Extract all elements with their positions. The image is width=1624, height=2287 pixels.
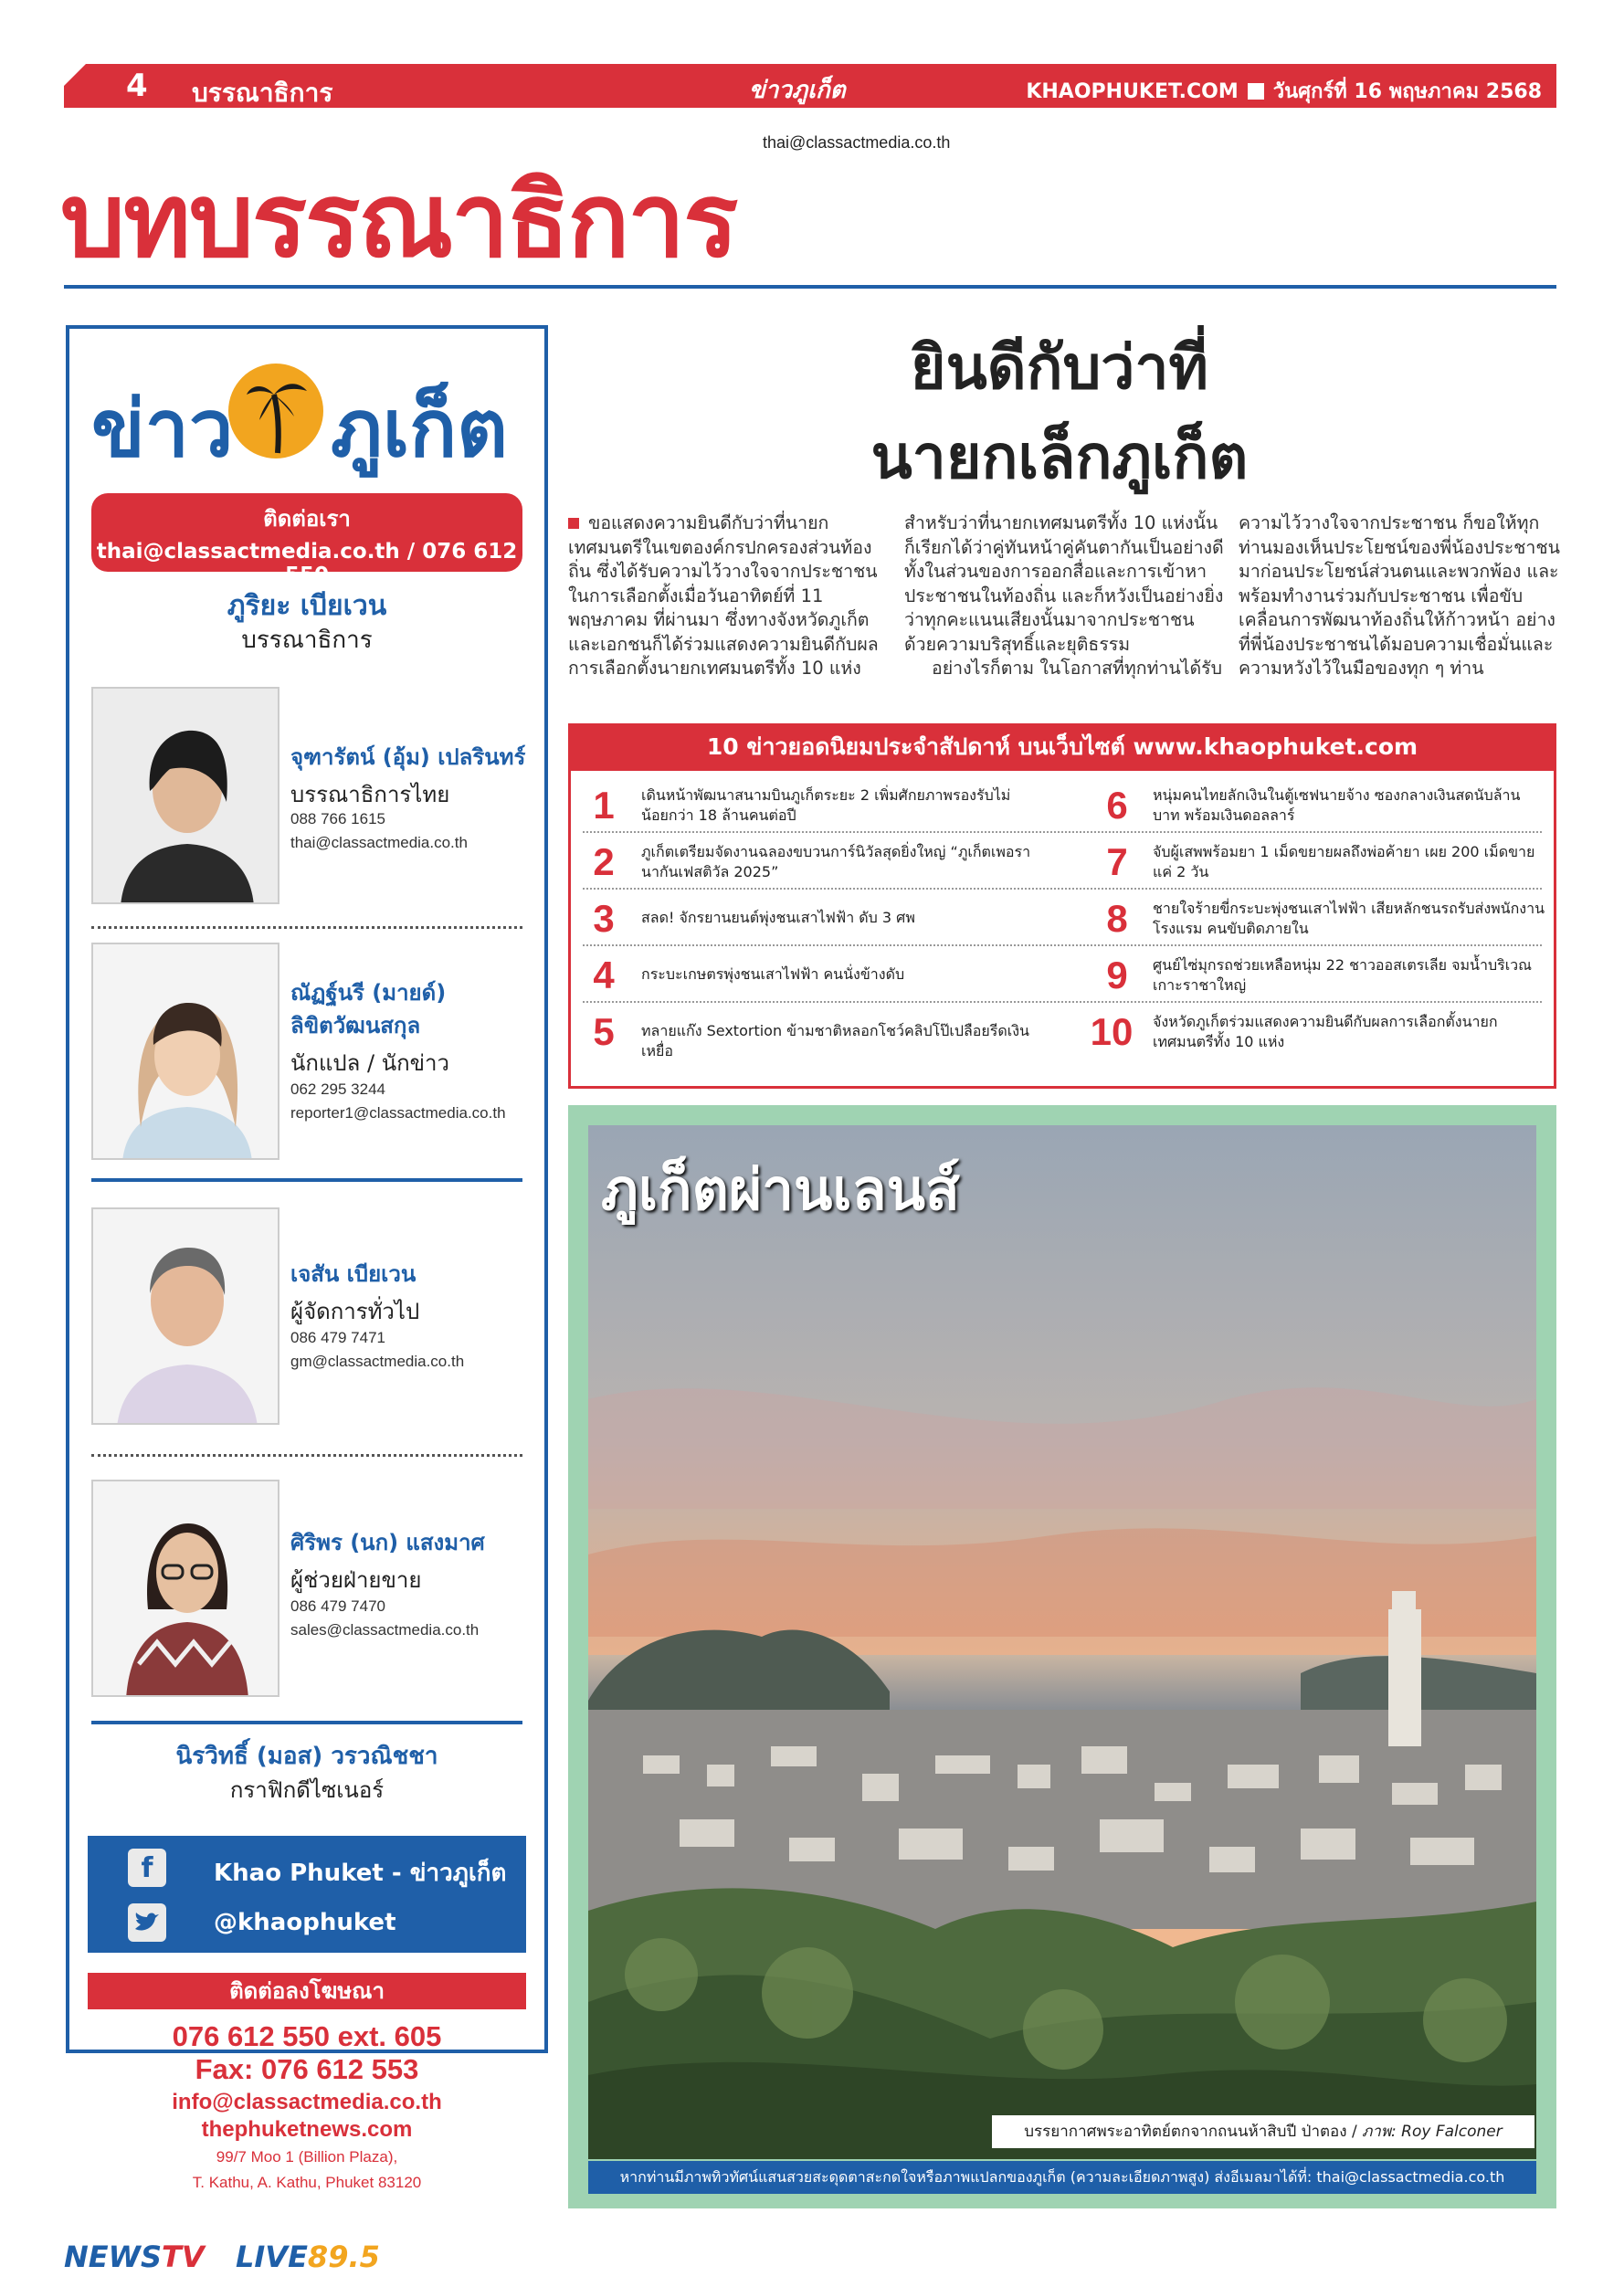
article-col2-text-b: อย่างไรก็ตาม ในโอกาสที่ทุกท่านได้รับ [932, 658, 1223, 679]
top10-item-9[interactable]: ศูนย์ไซ่มุกรถช่วยเหลือหนุ่ม 22 ชาวออสเตรเลีย จมน้ำบริเวณเกาะราชาใหญ่ [1153, 956, 1532, 994]
top10-item-2[interactable]: ภูเก็ตเตรียมจัดงานฉลองขบวนการ์นิวัลสุดยิ่งใหญ่ “ภูเก็ตเพอรานากันเฟสติวัล 2025” [641, 843, 1031, 880]
staff-name-2: ณัฏฐ์นรี (มายด์) [290, 980, 447, 1006]
photo-photographer: ภาพ: Roy Falconer [1362, 2123, 1503, 2141]
live-radio-logo-a: LIVE [236, 2240, 308, 2274]
live-radio-logo-b: 89.5 [307, 2240, 380, 2274]
staff-role-3: ผู้จัดการทั่วไป [290, 1299, 420, 1324]
staff-name-1: จุฑารัตน์ (อุ้ม) เปลรินทร์ [290, 744, 526, 770]
issue-date: วันศุกร์ที่ 16 พฤษภาคม 2568 [1272, 80, 1542, 103]
page-number: 4 [126, 68, 148, 104]
address-line-1: 99/7 Moo 1 (Billion Plaza), [216, 2148, 398, 2166]
graphic-designer-name: นิรวิทธิ์ (มอส) วรวณิชชา [175, 1743, 438, 1770]
top10-item-10[interactable]: จังหวัดภูเก็ตร่วมแสดงความยินดีกับผลการเลือกตั้งนายกเทศมนตรีทั้ง 10 แห่ง [1153, 1013, 1498, 1050]
news-tv-logo-a: NEWS [64, 2240, 162, 2274]
photo-section-title: ภูเก็ตผ่านเลนส์ [601, 1156, 960, 1223]
site-name[interactable]: KHAOPHUKET.COM [1026, 80, 1239, 103]
sidebar-logo-text-left: ข่าว [91, 384, 234, 475]
page-title: บทบรรณาธิการ [60, 162, 737, 280]
staff-email-4[interactable]: sales@classactmedia.co.th [290, 1621, 480, 1639]
top10-rank-7: 7 [1106, 840, 1128, 883]
staff-role-4: ผู้ช่วยฝ่ายขาย [290, 1567, 422, 1593]
top10-rank-6: 6 [1106, 784, 1128, 827]
staff-email-2[interactable]: reporter1@classactmedia.co.th [290, 1104, 506, 1122]
top10-rank-3: 3 [593, 897, 615, 940]
staff-name-2b: ลิขิตวัฒนสกุล [290, 1013, 421, 1038]
top10-rank-9: 9 [1106, 954, 1128, 996]
square-bullet-icon [568, 518, 579, 529]
top10-rank-10: 10 [1090, 1010, 1134, 1053]
article-headline-line-1: ยินดีกับว่าที่ [910, 332, 1209, 403]
top10-item-4[interactable]: กระบะเกษตรพุ่งชนเสาไฟฟ้า คนนั่งข้างดับ [641, 965, 905, 983]
header-site-date [1026, 75, 1542, 107]
top10-item-5[interactable]: ทลายแก๊ง Sextortion ข้ามชาติหลอกโชว์คลิปโป๊เปลือยรีดเงินเหยื่อ [641, 1022, 1029, 1059]
staff-photo-4 [91, 1480, 279, 1697]
twitter-link[interactable]: @khaophuket [214, 1909, 396, 1936]
top10-item-3[interactable]: สลด! จักรยานยนต์พุ่งชนเสาไฟฟ้า ดับ 3 ศพ [641, 909, 915, 926]
top10-item-7[interactable]: จับผู้เสพพร้อมยา 1 เม็ดขยายผลถึงพ่อค้ายา เผย 200 เม็ดขายแค่ 2 วัน [1153, 843, 1535, 880]
top10-row-divider [583, 1001, 1542, 1003]
editor-name: ภูริยะ เบียเวน [227, 590, 387, 622]
ad-phone[interactable]: 076 612 550 ext. 605 [172, 2020, 442, 2052]
contact-info: thai@classactmedia.co.th / 076 612 550 [96, 540, 518, 587]
staff-name-4: ศิริพร (นก) แสงมาศ [290, 1530, 485, 1555]
staff-phone-2: 062 295 3244 [290, 1080, 385, 1098]
staff-divider [91, 1178, 522, 1182]
news-tv-logo-b: TV [161, 2240, 205, 2274]
editorial-email[interactable]: thai@classactmedia.co.th [763, 133, 951, 152]
top10-row-divider [583, 944, 1542, 946]
photo-credit [992, 2115, 1534, 2148]
article-headline-line-2: นายกเล็กภูเก็ต [870, 422, 1249, 492]
article-column-3: ความไว้วางใจจากประชาชน ก็ขอให้ทุกท่านมองเห็นประโยชน์ของพี่น้องประชาชนมาก่อนประโยชน์ส่วนตนและพวกพ้อง และพร้อมทำงานร่วมกับประชาชน เพื่อขับเคลื่อนการพัฒนาท้องถิ่นให้ก้าวหน้า อย่างที่พี่น้องประชาชนได้มอบความเชื่อมั่นและความหวังไว้ในมือของทุก ๆ ท่าน [1239, 512, 1560, 679]
staff-photo-3 [91, 1207, 279, 1425]
top10-rank-5: 5 [593, 1010, 615, 1053]
top10-item-6[interactable]: หนุ่มคนไทยลักเงินในตู้เซฟนายจ้าง ซองกลางเงินสดนับล้านบาท พร้อมเงินดอลลาร์ [1153, 786, 1521, 824]
contact-pill[interactable] [91, 493, 522, 587]
article-col2-text: สำหรับว่าที่นายกเทศมนตรีทั้ง 10 แห่งนั้นก็เรียกได้ว่าคู่ทันหน้าคู่คันตากันเป็นอย่างดี ทั้งในส่วนของการออกสื่อและการเข้าหาประชาชนในท้องถิ่น และก็หวังเป็นอย่างยิ่งว่าทุกคะแนนเสียงนั้นมาจากประชาชนด้วยความบริสุทธิ์และยุติธรรม [904, 512, 1224, 655]
top10-item-8[interactable]: ชายใจร้ายขี่กระบะพุ่งชนเสาไฟฟ้า เสียหลักชนรถรับส่งพนักงานโรงแรม คนขับติดภายใน [1153, 900, 1545, 937]
top10-rank-1: 1 [593, 784, 615, 827]
article-column-1 [568, 511, 890, 681]
palm-tree-icon [245, 373, 309, 465]
staff-role-1: บรรณาธิการไทย [290, 782, 450, 807]
ad-email[interactable]: info@classactmedia.co.th [172, 2090, 442, 2114]
twitter-icon[interactable] [128, 1903, 166, 1942]
staff-email-3[interactable]: gm@classactmedia.co.th [290, 1353, 465, 1370]
square-separator-icon [1248, 83, 1264, 100]
staff-divider [91, 1454, 522, 1457]
top10-heading: 10 ข่าวยอดนิยมประจำสัปดาห์ บนเว็บไซต์ www.khaophuket.com [568, 723, 1556, 771]
ad-contact-heading: ติดต่อลงโฆษณา [88, 1973, 526, 2009]
sunset-photo [588, 1125, 1536, 2159]
staff-phone-1: 088 766 1615 [290, 810, 385, 827]
section-label: บรรณาธิการ [192, 78, 333, 108]
staff-divider [91, 926, 522, 929]
article-column-2 [904, 511, 1226, 681]
staff-photo-1 [91, 687, 279, 904]
staff-role-2: นักแปล / นักข่าว [290, 1050, 449, 1076]
top10-rank-8: 8 [1106, 897, 1128, 940]
ad-website[interactable]: thephuketnews.com [201, 2117, 413, 2142]
address-line-2: T. Kathu, A. Kathu, Phuket 83120 [192, 2174, 422, 2191]
staff-name-3: เจสัน เบียเวน [290, 1261, 417, 1287]
staff-photo-2 [91, 943, 279, 1160]
title-divider [64, 285, 1556, 289]
staff-phone-3: 086 479 7471 [290, 1329, 385, 1346]
top10-row-divider [583, 888, 1542, 890]
photo-submission-invite: หากท่านมีภาพทิวทัศน์แสนสวยสะดุดตาสะกดใจหรือภาพแปลกของภูเก็ต (ความละเอียดภาพสูง) ส่งอีเมลมาได้ที่: thai@classactmedia.co.th [588, 2161, 1536, 2194]
top10-item-1[interactable]: เดินหน้าพัฒนาสนามบินภูเก็ตระยะ 2 เพิ่มศักยภาพรองรับไม่น้อยกว่า 18 ล้านคนต่อปี [641, 786, 1011, 824]
staff-divider [91, 1721, 522, 1724]
graphic-designer-role: กราฟิกดีไซเนอร์ [229, 1777, 385, 1803]
staff-phone-4: 086 479 7470 [290, 1597, 385, 1615]
staff-email-1[interactable]: thai@classactmedia.co.th [290, 834, 468, 851]
sidebar-logo-text-right: ภูเก็ต [331, 384, 509, 475]
photo-caption: บรรยากาศพระอาทิตย์ตกจากถนนห้าสิบปี ป่าตอง / [1024, 2123, 1357, 2141]
top10-rank-4: 4 [593, 954, 615, 996]
facebook-icon[interactable]: f [128, 1849, 166, 1887]
top10-rank-2: 2 [593, 840, 615, 883]
page-corner-mark [64, 64, 86, 86]
live-radio-logo [236, 2240, 380, 2274]
news-tv-logo [64, 2240, 205, 2274]
editor-role: บรรณาธิการ [241, 627, 373, 654]
ad-fax: Fax: 076 612 553 [195, 2053, 419, 2085]
facebook-link[interactable]: Khao Phuket - ข่าวภูเก็ต [214, 1860, 507, 1887]
article-col1-text: ขอแสดงความยินดีกับว่าที่นายกเทศมนตรีในเขตองค์กรปกครองส่วนท้องถิ่น ซึ่งได้รับความไว้วางใจจากประชาชนในการเลือกตั้งเมื่อวันอาทิตย์ที่ 11 พฤษภาคม ที่ผ่านมา ซึ่งทางจังหวัดภูเก็ตและเอกชนก็ได้ร่วมแสดงความยินดีกับผลการเลือกตั้งนายกเทศมนตรีทั้ง 10 แห่ง [568, 512, 879, 679]
top10-row-divider [583, 831, 1542, 833]
header-logo: ข่าวภูเก็ต [749, 77, 846, 104]
contact-label: ติดต่อเรา [263, 506, 351, 532]
